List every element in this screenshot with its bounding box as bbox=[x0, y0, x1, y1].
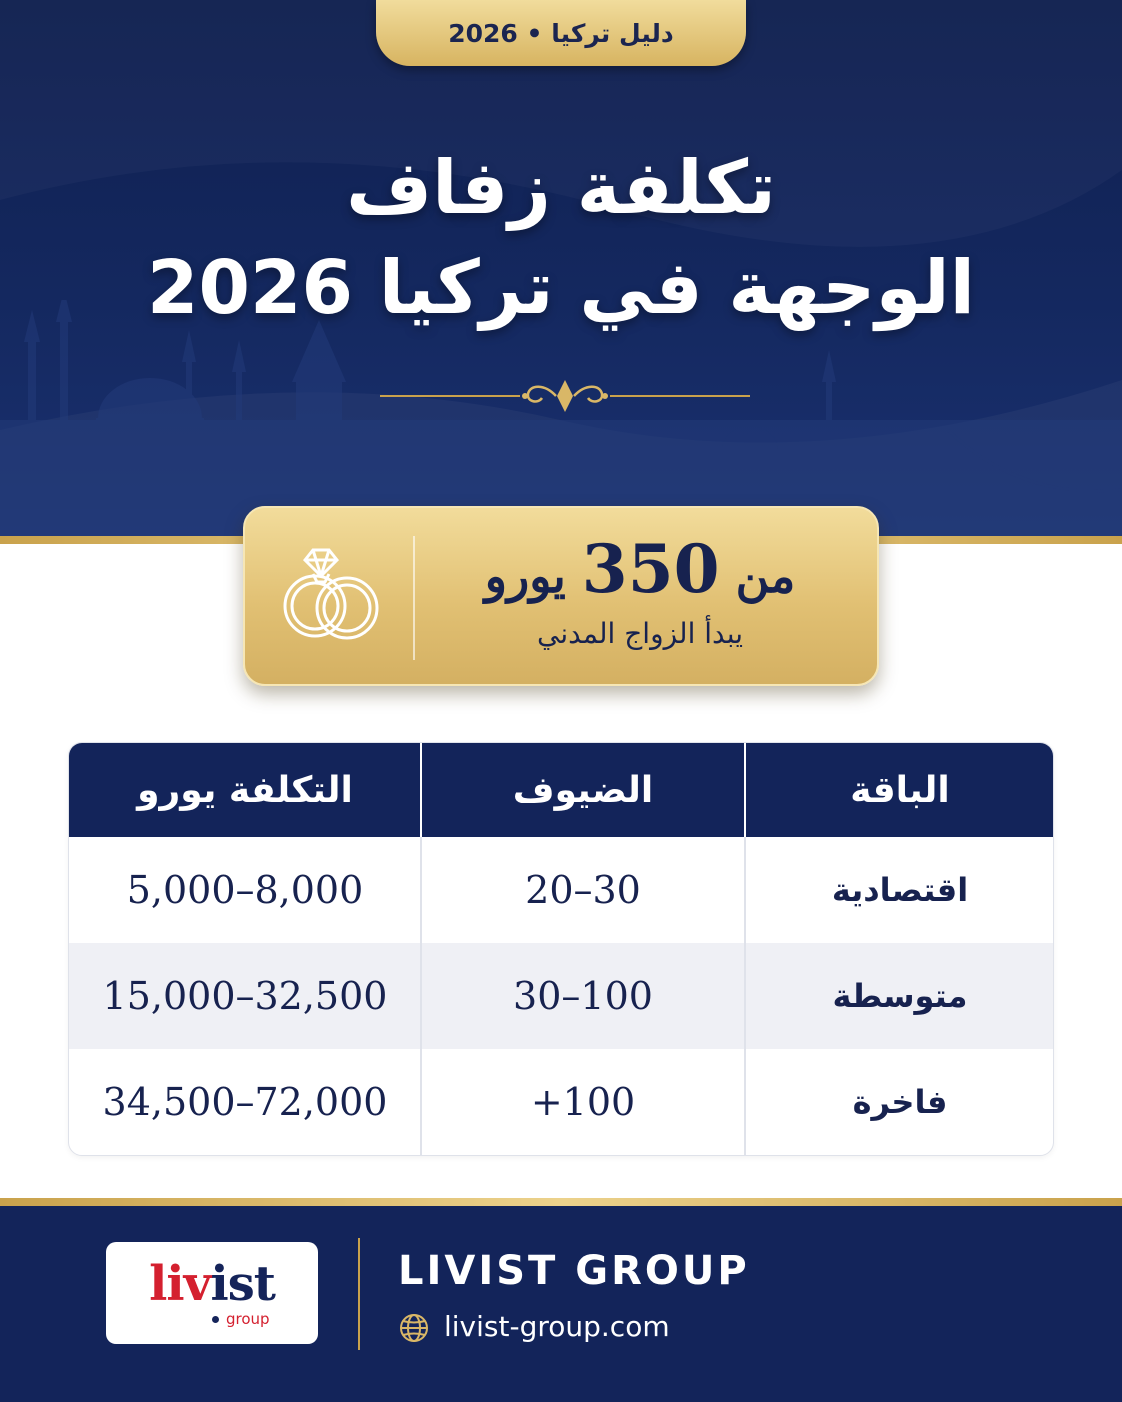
wedding-rings-icon bbox=[275, 538, 387, 650]
logo-wordmark bbox=[106, 1256, 318, 1312]
cell-cost: 34,500–72,000 bbox=[102, 1080, 388, 1124]
price-currency: يورو bbox=[484, 549, 566, 603]
header-banner bbox=[0, 0, 1122, 536]
header-guests: الضيوف bbox=[512, 769, 654, 811]
logo-text-navy: ist bbox=[210, 1256, 275, 1312]
header-package: الباقة bbox=[850, 769, 950, 811]
price-card-divider bbox=[413, 536, 415, 660]
cell-guests: +100 bbox=[530, 1080, 636, 1124]
table-row bbox=[69, 1049, 1054, 1155]
website-link[interactable]: livist-group.com bbox=[444, 1310, 670, 1343]
cell-guests: 20–30 bbox=[525, 868, 641, 912]
logo-text-red: liv bbox=[149, 1256, 211, 1312]
footer-divider bbox=[358, 1238, 360, 1350]
starting-price bbox=[435, 532, 845, 613]
globe-icon bbox=[398, 1312, 430, 1344]
cell-cost: 15,000–32,500 bbox=[102, 974, 388, 1018]
price-subtitle: يبدأ الزواج المدني bbox=[537, 617, 743, 650]
cell-package: متوسطة bbox=[832, 977, 968, 1015]
cell-package: فاخرة bbox=[852, 1083, 948, 1121]
page-title-line1: تكلفة زفاف bbox=[346, 145, 776, 231]
header-column-divider bbox=[744, 743, 746, 837]
page-title-line2: الوجهة في تركيا 2026 bbox=[146, 245, 976, 331]
price-prefix: من bbox=[735, 549, 796, 603]
starting-price-card bbox=[243, 506, 879, 686]
header-column-divider bbox=[420, 743, 422, 837]
cost-table bbox=[68, 742, 1054, 1156]
gold-divider-bottom bbox=[0, 1198, 1122, 1206]
price-amount: 350 bbox=[581, 530, 720, 608]
logo-subtext: group bbox=[226, 1310, 270, 1328]
brand-name: LIVIST GROUP bbox=[398, 1248, 750, 1294]
table-header bbox=[69, 743, 1054, 837]
table-row bbox=[69, 837, 1054, 943]
header-cost: التكلفة يورو bbox=[137, 769, 353, 811]
ornament-divider-icon bbox=[380, 376, 750, 420]
cell-cost: 5,000–8,000 bbox=[126, 868, 364, 912]
livist-logo bbox=[106, 1242, 318, 1344]
cell-guests: 30–100 bbox=[513, 974, 653, 1018]
guide-badge: دليل تركيا • 2026 bbox=[376, 0, 746, 66]
footer bbox=[0, 1206, 1122, 1402]
table-row bbox=[69, 943, 1054, 1049]
cell-package: اقتصادية bbox=[831, 871, 969, 909]
logo-dot bbox=[212, 1316, 219, 1323]
